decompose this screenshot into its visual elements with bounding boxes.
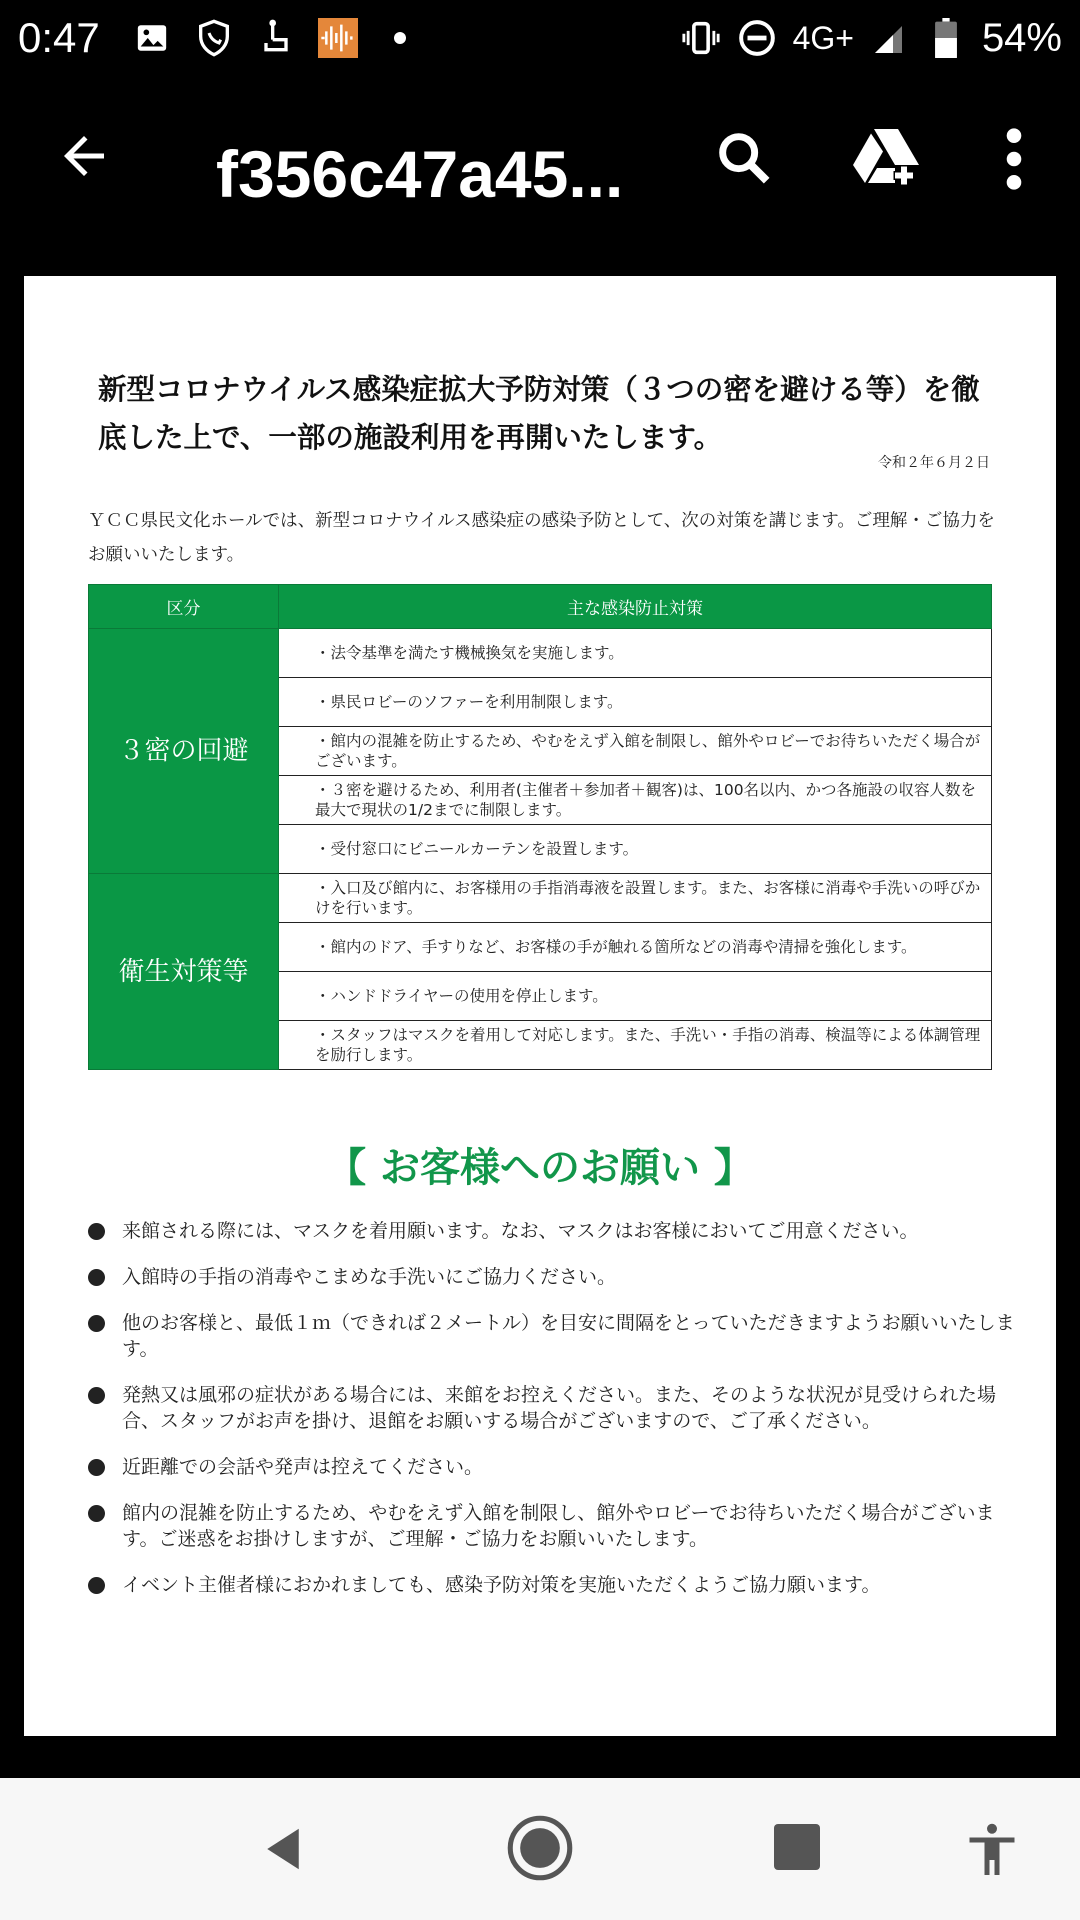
measure-cell: ・ハンドドライヤーの使用を停止します。 xyxy=(279,972,992,1021)
request-text: 他のお客様と、最低１ｍ（できれば２メートル）を目安に間隔をとっていただきますようお願いいたします。 xyxy=(122,1312,1015,1360)
measure-cell: ・県民ロビーのソファーを利用制限します。 xyxy=(279,678,992,727)
document-date: 令和２年６月２日 xyxy=(878,455,990,471)
requests-title: 【 お客様へのお願い 】 xyxy=(326,1145,754,1191)
request-text: 館内の混雑を防止するため、やむをえず入館を制限し、館外やロビーでお待ちいただく場合がございます。ご迷惑をお掛けしますが、ご理解・ご協力をお願いいたします。 xyxy=(122,1502,995,1550)
list-item xyxy=(88,1310,1018,1362)
list-item xyxy=(88,1454,1018,1480)
do-not-disturb-icon xyxy=(737,18,777,58)
bullet-icon xyxy=(88,1505,105,1522)
document-title: 新型コロナウイルス感染症拡大予防対策（３つの密を避ける等）を徹底した上で、一部の施設利用を再開いたします。 xyxy=(98,373,980,454)
bullet-icon xyxy=(88,1315,105,1332)
category-cell: 衛生対策等 xyxy=(89,874,279,1070)
google-drive-add-icon[interactable] xyxy=(850,120,922,192)
status-bar xyxy=(0,0,1080,76)
nav-back-icon[interactable] xyxy=(256,1822,310,1876)
accessibility-icon[interactable] xyxy=(962,1818,1022,1882)
request-text: イベント主催者様におかれましても、感染予防対策を実施いただくようご協力願います。 xyxy=(122,1574,881,1596)
category-cell: ３密の回避 xyxy=(89,629,279,874)
measures-table xyxy=(88,584,992,1070)
app-bar xyxy=(0,76,1080,276)
bullet-icon xyxy=(88,1269,105,1286)
network-type: 4G+ xyxy=(792,19,854,56)
document-page[interactable] xyxy=(24,276,1056,1736)
status-time: 0:47 xyxy=(18,14,100,61)
request-text: 近距離での会話や発声は控えてください。 xyxy=(122,1456,484,1478)
file-title: f356c47a45... xyxy=(216,137,624,211)
table-header: 区分 xyxy=(89,585,279,629)
app-thumbnail-icon xyxy=(318,18,358,58)
list-item xyxy=(88,1264,1018,1290)
list-item xyxy=(88,1500,1018,1552)
signal-icon xyxy=(870,18,910,58)
nav-recents-icon[interactable] xyxy=(774,1824,820,1870)
measure-cell: ・３密を避けるため、利用者(主催者＋参加者＋観客)は、100名以内、かつ各施設の収容人数を最大で現状の1/2までに制限します。 xyxy=(279,776,992,825)
bullet-icon xyxy=(88,1223,105,1240)
battery-percent: 54% xyxy=(981,15,1062,60)
measure-cell: ・法令基準を満たす機械換気を実施します。 xyxy=(279,629,992,678)
measure-cell: ・入口及び館内に、お客様用の手指消毒液を設置します。また、お客様に消毒や手洗いの呼びかけを行います。 xyxy=(279,874,992,923)
touch-gesture-icon xyxy=(256,18,296,58)
request-text: 発熱又は風邪の症状がある場合には、来館をお控えください。また、そのような状況が見受けられた場合、スタッフがお声を掛け、退館をお願いする場合がございますので、ご了承ください。 xyxy=(122,1384,997,1432)
bullet-icon xyxy=(88,1459,105,1476)
document-intro: ＹＣＣ県民文化ホールでは、新型コロナウイルス感染症の感染予防として、次の対策を講じます。ご理解・ご協力をお願いいたします。 xyxy=(88,511,995,565)
list-item xyxy=(88,1218,1018,1244)
phone-call-icon xyxy=(194,18,234,58)
list-item xyxy=(88,1572,1018,1598)
nav-home-icon[interactable] xyxy=(506,1814,574,1882)
dot-icon xyxy=(380,18,420,58)
vibrate-icon xyxy=(681,18,721,58)
list-item xyxy=(88,1382,1018,1434)
battery-icon xyxy=(926,18,966,58)
request-text: 入館時の手指の消毒やこまめな手洗いにご協力ください。 xyxy=(122,1266,617,1288)
more-vert-icon[interactable] xyxy=(994,124,1034,194)
table-row xyxy=(89,629,992,678)
measure-cell: ・館内のドア、手すりなど、お客様の手が触れる箇所などの消毒や清掃を強化します。 xyxy=(279,923,992,972)
measure-cell: ・スタッフはマスクを着用して対応します。また、手洗い・手指の消毒、検温等による体調管理を励行します。 xyxy=(279,1021,992,1070)
measure-cell: ・館内の混雑を防止するため、やむをえず入館を制限し、館外やロビーでお待ちいただく場合がございます。 xyxy=(279,727,992,776)
bullet-icon xyxy=(88,1387,105,1404)
requests-list xyxy=(88,1218,1018,1618)
request-text: 来館される際には、マスクを着用願います。なお、マスクはお客様においてご用意ください。 xyxy=(122,1220,919,1242)
search-icon[interactable] xyxy=(712,126,776,190)
bullet-icon xyxy=(88,1577,105,1594)
measure-cell: ・受付窓口にビニールカーテンを設置します。 xyxy=(279,825,992,874)
table-row xyxy=(89,874,992,923)
navigation-bar xyxy=(0,1778,1080,1920)
image-icon xyxy=(132,18,172,58)
back-arrow-icon[interactable] xyxy=(54,126,114,186)
table-header: 主な感染防止対策 xyxy=(279,585,992,629)
